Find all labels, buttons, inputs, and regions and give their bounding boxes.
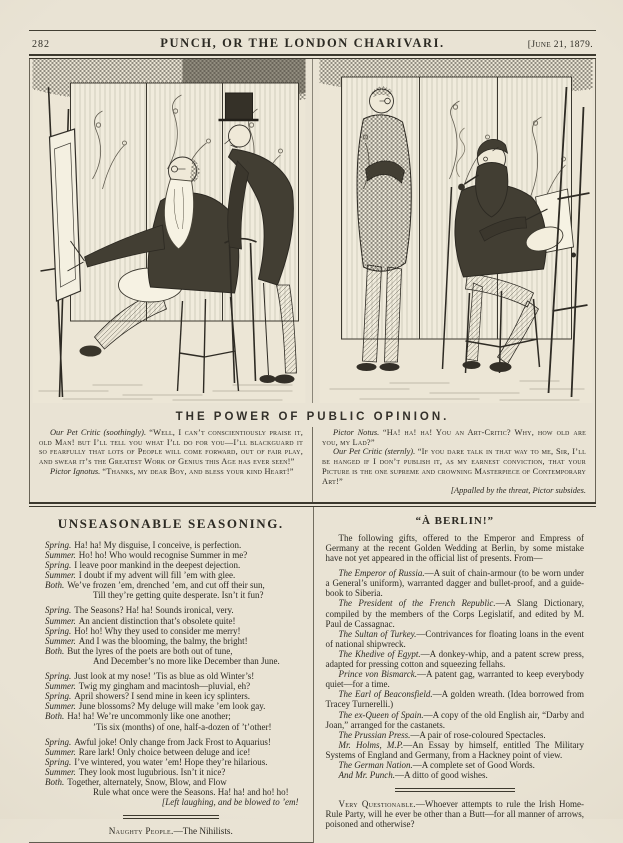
cartoon-title: THE POWER OF PUBLIC OPINION. — [175, 411, 450, 423]
verse-line — [45, 701, 301, 711]
gift-giver: Prince von Bismarck. — [338, 669, 417, 680]
verse-speaker: Spring. — [45, 691, 72, 702]
gift-item — [326, 689, 585, 709]
painter-with-pipe-illustration — [317, 59, 595, 403]
stanza — [45, 605, 301, 666]
speaker-name: Our Pet Critic (sternly). — [333, 447, 416, 457]
verse-speaker: Both. — [45, 776, 65, 787]
verse-line — [45, 605, 301, 615]
cartoon-section — [29, 59, 596, 502]
gift-giver: The Khedive of Egypt. — [338, 648, 421, 659]
verse-line — [45, 787, 301, 797]
page-number: 282 — [32, 39, 50, 50]
verse-line — [45, 560, 301, 570]
gift-giver: Mr. Holms, M.P. — [338, 739, 404, 750]
stanza — [45, 737, 301, 808]
stanza — [45, 540, 301, 601]
verse-speaker: Summer. — [45, 550, 76, 561]
speech-text: “If you dare talk in that way to me, Sir, I’ll be hanged if I don’t publish it, as my earnest conviction, that your Picture is the one supreme and crowning Masterpiece of Contemporary Art!” — [322, 447, 587, 486]
gift-item — [326, 770, 585, 780]
verse-line — [45, 767, 301, 777]
left-cartoon-panel — [30, 59, 308, 403]
painter-and-critic-illustration — [30, 59, 308, 403]
stage-direction: [Left laughing, and be blowed to ’em! — [161, 797, 299, 808]
speaker-name: Pictor Ignotus. — [50, 466, 101, 476]
gift-giver: The ex-Queen of Spain. — [338, 709, 424, 720]
verse-speaker: Spring. — [45, 671, 72, 682]
verse-speaker: Spring. — [45, 605, 72, 616]
gift-giver: And Mr. Punch. — [338, 770, 395, 781]
verse-line — [45, 646, 301, 656]
gift-item — [326, 649, 585, 669]
verse-text: Awful joke! Only change from Jack Frost to Aquarius! — [74, 736, 271, 747]
verse-line — [45, 757, 301, 767]
verse-text: Rule what once were the Seasons. Ha! ha! and ho! ho! — [93, 787, 289, 798]
left-article-title: UNSEASONABLE SEASONING. — [57, 515, 284, 531]
verse-line — [45, 711, 301, 721]
caption-right-column — [312, 427, 595, 502]
verse-text: I leave poor mankind in the deepest dejection. — [74, 560, 241, 571]
left-footer-note — [41, 826, 301, 836]
masthead — [29, 30, 596, 54]
gift-text: —A complete set of Good Words. — [412, 759, 535, 770]
gift-text: —Contrivances for floating loans in the event of national shipwreck. — [325, 628, 584, 649]
caption-paragraph — [39, 467, 303, 477]
article-columns — [29, 507, 596, 843]
issue-date: [June 21, 1879. — [527, 40, 593, 50]
verse-speaker: Summer. — [45, 746, 76, 757]
speech-text: “Well, I can’t conscientiously praise it, old Man! but I’ll tell you what I’ll do for you—I’ll blackguard it so fearfully that lots of People will come forward, out of fair play, and swear it’s the Greatest Work of Genius this Age has ever seen!” — [39, 428, 304, 467]
verse-speaker: Both. — [45, 580, 65, 591]
verse-speaker: Summer. — [45, 681, 76, 692]
verse-speaker: Summer. — [45, 766, 76, 777]
gift-item — [326, 740, 585, 760]
verse-speaker: Spring. — [45, 560, 72, 571]
gift-text: —A golden wreath. (Idea borrowed from Tracey Turnerelli.) — [325, 689, 584, 710]
verse-line — [45, 681, 301, 691]
verse-text: Twig my gingham and macintosh—pluvial, eh? — [78, 681, 251, 692]
gift-item — [326, 629, 585, 649]
verse-speaker: Summer. — [45, 701, 76, 712]
gift-item — [326, 568, 585, 598]
left-article — [29, 507, 313, 843]
verse-line — [45, 616, 301, 626]
stage-direction: [Appalled by the threat, Pictor subsides. — [450, 486, 586, 496]
verse-speaker: Summer. — [45, 635, 76, 646]
verse-line — [45, 722, 301, 732]
gift-item — [326, 710, 585, 730]
cartoon-captions — [30, 427, 595, 502]
gift-text: —A copy of the old English air, “Darby and Joan,” arranged for the castanets. — [325, 709, 584, 730]
verse-speaker: Summer. — [45, 570, 76, 581]
verse-line — [45, 636, 301, 646]
gift-giver: The Prussian Press. — [338, 729, 411, 740]
caption-paragraph — [322, 428, 586, 447]
caption-left-column — [30, 427, 312, 502]
magazine-page — [29, 30, 596, 843]
footer-lead: Very Questionable. — [338, 799, 416, 810]
verse-text: But the lyres of the poets are both out of tune, — [67, 645, 233, 656]
article-intro: The following gifts, offered to the Emperor and Empress of Germany at the recent Golden Wedding at Berlin, by some mistake have not yet appeared in the official list of presents. From— — [325, 532, 584, 564]
verse-text: ’Tis six (months) of one, half-a-dozen of ’t’other! — [93, 721, 272, 732]
caption-paragraph — [322, 447, 586, 486]
verse-text: I’ve wintered, you water ’em! Hope they’re hilarious. — [74, 756, 268, 767]
verse-line — [45, 671, 301, 681]
footer-text: —Whoever attempts to rule the Irish Home-Rule Party, will he ever be other than a Butt—for all manner of arrows, poisoned and otherwise? — [325, 799, 585, 830]
gift-text: —A donkey-whip, and a patent screw press, adapted for pressing cotton and squeezing fellahs. — [325, 648, 584, 670]
gift-giver: The President of the French Republic. — [338, 598, 496, 609]
right-cartoon-panel — [317, 59, 595, 403]
verse-speaker: Both. — [45, 645, 65, 656]
gift-giver: The Sultan of Turkey. — [338, 628, 417, 639]
gift-giver: The Earl of Beaconsfield. — [338, 689, 433, 700]
verse-line — [45, 580, 301, 590]
right-footer-note — [326, 799, 585, 829]
verse-text: I doubt if my advent will fill ’em with glee. — [78, 570, 236, 581]
publication-title: PUNCH, OR THE LONDON CHARIVARI. — [160, 36, 445, 50]
verse-text: Ha! ha! My disguise, I conceive, is perfection. — [74, 539, 242, 550]
verse-text: June blossoms? My deluge will make ’em look gay. — [78, 701, 266, 712]
verse-line — [45, 540, 301, 550]
gift-item — [326, 730, 585, 740]
verse-speaker: Both. — [45, 711, 65, 722]
footer-lead: Naughty People. — [108, 826, 174, 837]
verse-line — [45, 570, 301, 580]
right-article-title: “À BERLIN!” — [415, 514, 495, 527]
verse-speaker: Spring. — [45, 625, 72, 636]
speaker-name: Pictor Notus. — [333, 428, 380, 437]
caption-paragraph — [39, 428, 303, 467]
verse-text: Rare lark! Only choice between deluge and ice! — [78, 746, 251, 757]
gift-text: —A patent gag, warranted to keep everybody quiet—for a time. — [325, 669, 584, 690]
verse-text: Ho! ho! Who would recognise Summer in me? — [78, 550, 248, 561]
verse-text: April showers? I send mine in keen icy splinters. — [74, 691, 250, 702]
gift-item — [326, 598, 585, 628]
verse-text: And December’s no more like December than June. — [93, 655, 280, 666]
verse-line — [45, 590, 301, 600]
verse-line — [45, 777, 301, 787]
verse-speaker: Spring. — [45, 736, 72, 747]
cartoon-panels — [30, 59, 595, 403]
verse-speaker: Spring. — [45, 756, 72, 767]
verse-line — [45, 656, 301, 666]
verse-text: Ho! ho! Why they used to consider me merry! — [74, 625, 241, 636]
verse-text: The Seasons? Ha! ha! Sounds ironical, very. — [74, 605, 234, 616]
panel-divider — [308, 59, 317, 403]
gift-text: —A suit of chain-armour (to be worn under a General’s uniform), warranted dagger and bullet-proof, and a guide-book to Siberia. — [325, 568, 584, 599]
verse-speaker: Spring. — [45, 539, 72, 550]
gift-giver: The Emperor of Russia. — [338, 568, 425, 579]
verse-text: We’ve frozen ’em, drenched ’em, and cut off their sun, — [67, 580, 265, 591]
speech-text: “Thanks, my dear Boy, and bless your kind Heart!” — [102, 466, 294, 476]
verse-text: And I was the blooming, the balmy, the bright! — [78, 635, 248, 646]
verse-line — [45, 626, 301, 636]
verse-text: Together, alternately, Snow, Blow, and Flow — [67, 776, 227, 787]
verse-text: An ancient distinction that’s obsolete quite! — [78, 615, 236, 626]
speech-text: “Ha! ha! ha! You an Art-Critic? Why, how old are you, my Lad?” — [322, 428, 587, 447]
verse-text: Just look at my nose! ’Tis as blue as old Winter’s! — [74, 671, 255, 682]
verse-line — [45, 737, 301, 747]
speaker-name: Our Pet Critic (soothingly). — [50, 428, 147, 437]
stanza — [45, 671, 301, 732]
footer-text: —The Nihilists. — [173, 826, 233, 837]
gift-giver: The German Nation. — [338, 759, 413, 770]
article-divider — [395, 788, 515, 792]
gift-item — [326, 669, 585, 689]
verse-text: They look most lugubrious. Isn’t it nice? — [78, 766, 226, 777]
gift-item — [326, 760, 585, 770]
gift-text: —A ditto of good wishes. — [395, 770, 488, 781]
verse-line — [45, 691, 301, 701]
gift-text: —A pair of rose-coloured Spectacles. — [410, 729, 546, 740]
verse-text: Ha! ha! We’re uncommonly like one another; — [67, 711, 231, 722]
verse-speaker: Summer. — [45, 615, 76, 626]
verse-text: Till they’re getting quite desperate. Isn’t it fun? — [93, 590, 264, 601]
gift-text: —A Slang Dictionary, compiled by the members of the Corps Legislatif, and edited by M. Paul de Cassagnac. — [325, 598, 584, 629]
verse-line — [45, 747, 301, 757]
gift-text: —An Essay by himself, entitled The Military Systems of England and Germany, from a Hackney point of view. — [325, 739, 585, 760]
right-article — [313, 507, 597, 843]
verse-line — [45, 550, 301, 560]
